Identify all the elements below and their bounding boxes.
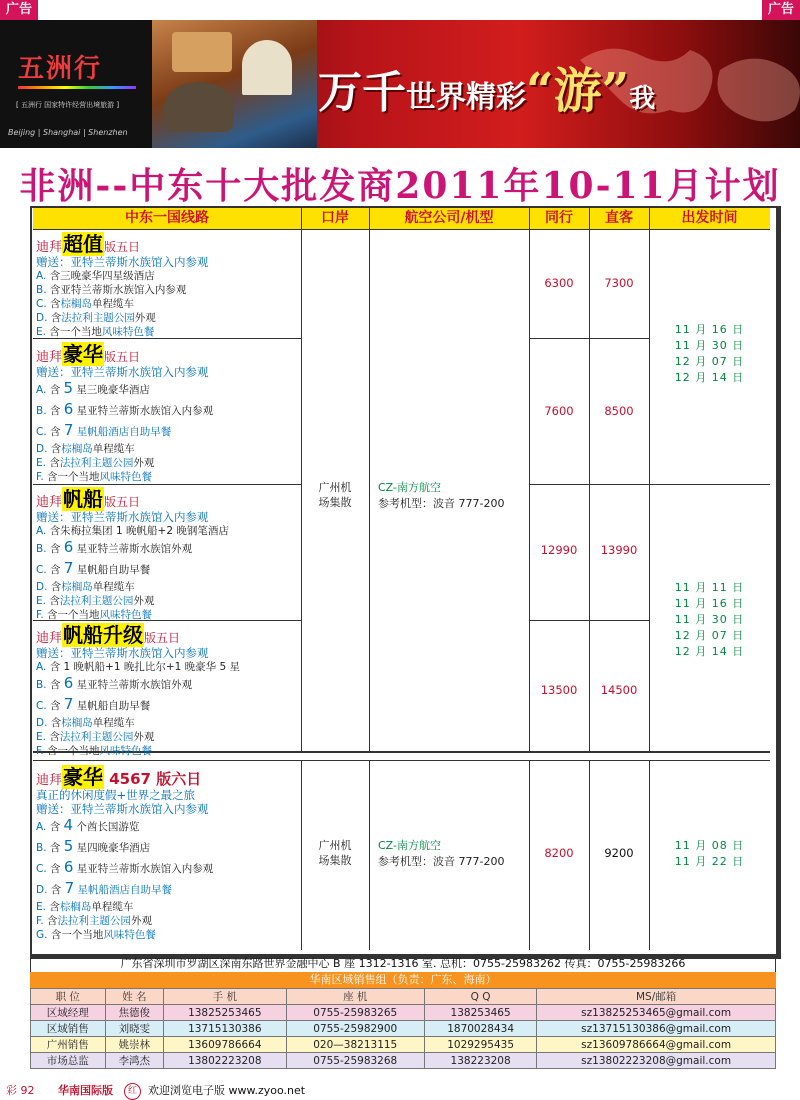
route-item: C. 含棕榈岛单程缆车 <box>36 298 135 310</box>
cell: 1029295435 <box>424 1037 536 1053</box>
grid-line <box>33 760 770 761</box>
table-row <box>31 1053 776 1069</box>
ad-label-right: 广告 <box>762 0 800 20</box>
website-link[interactable]: 欢迎浏览电子版 www.zyoo.net <box>148 1084 306 1097</box>
route-item: C. 含 7 星帆船自助早餐 <box>36 695 151 713</box>
cell: 姚崇林 <box>105 1037 164 1053</box>
route-item: D. 含棕榈岛单程缆车 <box>36 443 135 455</box>
route-item: B. 含 6 星亚特兰蒂斯水族馆外观 <box>36 674 193 692</box>
route-item: C. 含 6 星亚特兰蒂斯水族馆入内参观 <box>36 858 214 876</box>
grid-line <box>589 229 590 751</box>
cell: 13802223208 <box>164 1053 286 1069</box>
peer-price: 6300 <box>544 276 574 290</box>
table-header <box>31 989 776 1005</box>
grid-line <box>369 760 370 950</box>
cell: 市场总监 <box>31 1053 106 1069</box>
route-item: C. 含 7 星帆船酒店自助早餐 <box>36 421 172 439</box>
cell: 0755-25983268 <box>286 1053 424 1069</box>
route-item: A. 含 1 晚帆船+1 晚扎比尔+1 晚豪华 5 星 <box>36 661 241 673</box>
route-item: E. 含法拉利主题公园外观 <box>36 731 155 743</box>
col-position: 职 位 <box>31 989 106 1005</box>
route-item: D. 含棕榈岛单程缆车 <box>36 581 135 593</box>
sales-contact-table <box>30 988 776 1069</box>
route-gift: 赠送：亚特兰蒂斯水族馆入内参观 <box>36 510 209 524</box>
route-tagline: 真正的休闲度假+世界之最之旅 <box>36 788 196 802</box>
route-item: B. 含 5 星四晚豪华酒店 <box>36 837 151 855</box>
direct-price: 7300 <box>604 276 634 290</box>
table-row <box>31 1037 776 1053</box>
table-header-row <box>33 208 770 229</box>
header-airline: 航空公司/机型 <box>369 208 530 229</box>
col-landline: 座 机 <box>286 989 424 1005</box>
grid-line <box>33 229 770 230</box>
cell: 广州销售 <box>31 1037 106 1053</box>
header-port: 口岸 <box>301 208 370 229</box>
airline-info: CZ-南方航空 参考机型：波音 777-200 <box>378 481 505 510</box>
route-item: B. 含亚特兰蒂斯水族馆入内参观 <box>36 284 187 296</box>
header-peer-price: 同行 <box>529 208 590 229</box>
route-item: B. 含 6 星亚特兰蒂斯水族馆入内参观 <box>36 400 214 418</box>
logo-text: 五洲行 <box>18 54 103 84</box>
route-gift: 赠送：亚特兰蒂斯水族馆入内参观 <box>36 255 209 269</box>
banner-slogan: 万千世界精彩“游”我 <box>318 63 656 119</box>
route-block-2 <box>36 343 213 484</box>
route-block-4 <box>36 624 240 758</box>
collage-landmark-1 <box>172 32 232 72</box>
grid-line <box>33 484 301 485</box>
route-item: D. 含棕榈岛单程缆车 <box>36 717 135 729</box>
grid-line <box>529 620 649 621</box>
cell: 区域销售 <box>31 1021 106 1037</box>
grid-line <box>529 484 770 485</box>
cell: 1870028434 <box>424 1021 536 1037</box>
airline-info: CZ-南方航空 参考机型：波音 777-200 <box>378 839 505 868</box>
col-email: MS/邮箱 <box>537 989 776 1005</box>
travel-photo-collage <box>152 20 317 148</box>
route-item: D. 含法拉利主题公园外观 <box>36 312 156 324</box>
col-name: 姓 名 <box>105 989 164 1005</box>
departure-dates-a: 11 月 16 日 11 月 30 日 12 月 07 日 12 月 14 日 <box>674 323 745 384</box>
banner <box>0 20 800 148</box>
peer-price: 13500 <box>540 683 578 697</box>
brand-logo <box>0 20 152 148</box>
sales-team-title: 华南区域销售组（负责：广东、海南） <box>30 972 776 988</box>
departure-port: 广州机 场集散 <box>318 481 352 509</box>
header-direct-price: 直客 <box>589 208 650 229</box>
peer-price: 7600 <box>544 404 574 418</box>
ad-label-left: 广告 <box>0 0 38 20</box>
collage-landmark-2 <box>242 40 292 95</box>
cell: 0755-25982900 <box>286 1021 424 1037</box>
grid-line <box>649 229 650 751</box>
departure-port: 广州机 场集散 <box>318 839 352 867</box>
header-departure: 出发时间 <box>681 210 738 226</box>
cell: 区域经理 <box>31 1005 106 1021</box>
direct-price: 9200 <box>604 846 634 860</box>
route-item: A. 含 4 个酋长国游览 <box>36 816 140 834</box>
route-item: G. 含一个当地风味特色餐 <box>36 929 156 941</box>
route-item: A. 含 5 星三晚豪华酒店 <box>36 379 150 397</box>
route-item: F. 含法拉利主题公园外观 <box>36 915 153 927</box>
company-contact: 广东省深圳市罗湖区深南东路世界金融中心 B 座 1312-1316 室. 总机：0755-25983262 传真：0755-25983266 <box>30 956 776 972</box>
route-item: F. 含一个当地风味特色餐 <box>36 471 153 483</box>
cell: 13825253465 <box>164 1005 286 1021</box>
route-block-3 <box>36 488 229 622</box>
route-item: E. 含棕榈岛单程缆车 <box>36 901 134 913</box>
route-item: F. 含一个当地风味特色餐 <box>36 609 153 621</box>
cell: 13715130386 <box>164 1021 286 1037</box>
route-title: 迪拜帆船升级版五日 <box>36 623 181 647</box>
col-mobile: 手 机 <box>164 989 286 1005</box>
direct-price: 8500 <box>604 404 634 418</box>
page-footer <box>0 1082 800 1100</box>
route-title: 迪拜超值版五日 <box>36 232 141 256</box>
route-gift: 赠送：亚特兰蒂斯水族馆入内参观 <box>36 365 209 379</box>
route-item: A. 含朱梅拉集团 1 晚帆船+2 晚钢笔酒店 <box>36 525 229 537</box>
page-title: 非洲--中东十大批发商2011年10-11月计划 <box>19 165 781 207</box>
email-cell[interactable]: sz13715130386@gmail.com <box>537 1021 776 1037</box>
route-title: 迪拜豪华版五日 <box>36 342 141 366</box>
grid-line <box>529 229 530 751</box>
logo-cities: Beijing | Shanghai | Shenzhen <box>8 128 128 137</box>
route-gift: 赠送：亚特兰蒂斯水族馆入内参观 <box>36 646 209 660</box>
route-title: 迪拜豪华 4567 版六日 <box>36 765 202 789</box>
peer-price: 8200 <box>544 846 574 860</box>
departure-dates-b: 11 月 11 日 11 月 16 日 11 月 30 日 12 月 07 日 12 月 14 日 <box>674 581 745 658</box>
route-item: E. 含法拉利主题公园外观 <box>36 457 155 469</box>
email-cell[interactable]: sz13825253465@gmail.com <box>537 1005 776 1021</box>
cell: 13609786664 <box>164 1037 286 1053</box>
cell: 138253465 <box>424 1005 536 1021</box>
table-row <box>31 1005 776 1021</box>
cell: 020—38213115 <box>286 1037 424 1053</box>
col-qq: Q Q <box>424 989 536 1005</box>
logo-subtitle: [ 五洲行 国家特许经营出境旅游 ] <box>16 101 120 109</box>
peer-price: 12990 <box>540 543 578 557</box>
cell: 焦德俊 <box>105 1005 164 1021</box>
route-item: E. 含一个当地风味特色餐 <box>36 326 155 338</box>
route-item: D. 含 7 星帆船酒店自助早餐 <box>36 879 173 897</box>
route-item: B. 含 6 星亚特兰蒂斯水族馆外观 <box>36 538 193 556</box>
direct-price: 13990 <box>600 543 638 557</box>
table-row <box>31 1021 776 1037</box>
grid-line <box>529 338 649 339</box>
route-block-1 <box>36 233 209 339</box>
route-item: A. 含三晚豪华四星级酒店 <box>36 270 155 282</box>
grid-line <box>369 229 370 751</box>
route-item: F. 含一个当地风味特色餐 <box>36 745 153 757</box>
header-route: 中东一国线路 <box>33 208 302 229</box>
page-number: 彩 92 <box>6 1084 35 1097</box>
route-item: E. 含法拉利主题公园外观 <box>36 595 155 607</box>
hong-badge-icon: 红 <box>124 1083 141 1100</box>
edition-label: 华南国际版 <box>58 1084 113 1097</box>
cell: 0755-25983265 <box>286 1005 424 1021</box>
route-title: 迪拜帆船版五日 <box>36 487 141 511</box>
route-gift: 赠送：亚特兰蒂斯水族馆入内参观 <box>36 802 209 816</box>
departure-dates: 11 月 08 日 11 月 22 日 <box>674 839 745 868</box>
logo-rainbow-line <box>18 86 136 89</box>
email-cell[interactable]: sz13802223208@gmail.com <box>537 1053 776 1069</box>
cell: 李鸿杰 <box>105 1053 164 1069</box>
cell: 刘晓雯 <box>105 1021 164 1037</box>
direct-price: 14500 <box>600 683 638 697</box>
cell: 138223208 <box>424 1053 536 1069</box>
collage-landmark-3 <box>164 82 234 132</box>
route-block-5 <box>36 766 213 942</box>
route-item: C. 含 7 星帆船自助早餐 <box>36 559 151 577</box>
email-cell[interactable]: sz13609786664@gmail.com <box>537 1037 776 1053</box>
